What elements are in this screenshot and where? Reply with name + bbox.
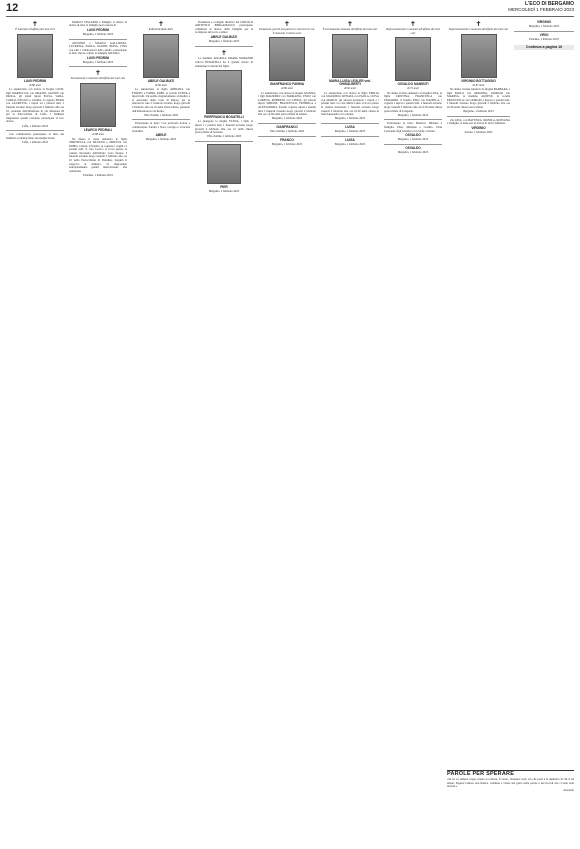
death-notice [6, 20, 64, 128]
deceased-photo [143, 34, 179, 78]
deceased-photo [332, 34, 368, 78]
column-8 [447, 20, 510, 765]
page-number: 12 [6, 2, 19, 14]
notice-lead: È serenamente mancata all'affetto dei suoi cari [322, 27, 378, 31]
notice-text: Lo annunciano con dolore la moglie GIUSI, figli MARIUCCIA con ORAZIO, GIANNI con PAOLA, gli amati nipoti ELISA, SARA, CARLO, NICOLÒ e GIADA, il cognato PIERO con LAURETTA, i nipoti ed i parenti tutti. I funerali avranno luogo giovedì 2 febbraio alle ore 10, partendo dall'abitazione in via Manzoni 29 per la Parrocchiale di Leffe. I familiari ringraziano quanti vorranno partecipare al loro dolore. [6, 87, 64, 124]
deceased-name: ABELE GALBIATI [210, 34, 238, 39]
cross-icon: ✝ [32, 20, 38, 28]
column-4 [195, 20, 253, 848]
notice-text: Con commozione partecipano al lutto dei familiari ed abbracciano sua moglie Giusi. [6, 132, 64, 140]
death-notice [384, 20, 442, 117]
notice-signature: Villa d'Almè, 1 febbraio 2023 [206, 134, 242, 139]
deceased-name: OSVALDO [405, 132, 421, 137]
divider [321, 136, 379, 137]
page-header [6, 2, 574, 17]
paper-name: L'ECO DI BERGAMO [525, 1, 574, 7]
notice-lead: Improvvisamente è mancato all'affetto dei suoi cari [385, 27, 441, 35]
notice-signature: Paladina, 1 febbraio 2023 [83, 172, 113, 177]
deceased-age: di 72 anni [407, 86, 419, 91]
notice-lead: Indimenticabile Abel. [148, 27, 174, 31]
death-notice [132, 20, 190, 117]
divider [132, 119, 190, 120]
column-5 [258, 20, 316, 848]
deceased-name: PIER [220, 184, 228, 189]
notice-signature: Bergamo, 1 febbraio 2023 [528, 24, 560, 29]
condolence-notice [258, 139, 316, 147]
cross-icon: ✝ [158, 20, 164, 28]
deceased-age: di 86 anni [281, 86, 293, 91]
notice-text: Ne danno il triste annuncio le figlie SERENELLA con SILVANO e ORIETTA con FABIO, i nipoti, il fratello, la cognata, i cugini e i parenti tutti. Il caro Learco si trova presso la camera mortuaria dell'Istituto Casa Serena. I funerali avranno luogo venerdì 3 febbraio alle ore 10 nella Parrocchiale di Paladina. Seguirà il trasporto al cimitero. Si ringraziano anticipatamente quanti interverranno alla cerimonia. [69, 136, 127, 173]
notice-quote: Pensatemi, perché poi passerò e tornerò tra voi. [259, 27, 315, 31]
divider [69, 39, 127, 40]
notice-text: La mamma ANGIOLA MARIA MORANDI vedova BOSATELLI ha il grande dolore di annunciare la morte del figlio [195, 56, 253, 68]
deceased-name: OSVALDO MANENTI [397, 82, 429, 87]
deceased-name: PIERFRANCO BOSATELLI [204, 115, 244, 120]
divider [6, 130, 64, 131]
condolence-notice [384, 122, 442, 141]
column-9 [514, 20, 574, 765]
divider [258, 123, 316, 124]
deceased-photo [17, 34, 53, 78]
cross-icon: ✝ [95, 69, 101, 78]
condolence-notice [69, 21, 127, 37]
notice-signature: Villa d'Almè, 1 febbraio 2023 [143, 112, 179, 117]
notice-signature: Bergamo, 1 febbraio 2023 [334, 142, 366, 147]
deceased-name: VIRGINIO BOTTAGISIO [461, 78, 496, 83]
death-notice [195, 49, 253, 139]
divider [69, 66, 127, 67]
divider [258, 136, 316, 137]
divider [384, 119, 442, 120]
notice-signature: Bergamo, 1 febbraio 2023 [334, 116, 366, 121]
deceased-name: VIRGINIO [471, 125, 486, 130]
column-2 [69, 20, 127, 848]
deceased-photo [395, 37, 431, 81]
notice-text: Partecipano al lutto: Con profondo dolore e commozione, Sandra e Nora. Giorgio e Concetta Girardini. [132, 121, 190, 133]
parole-text: «Se ne va sempre troppo presto. La morte, il vuoto, l'assenza: tutto ciò che resta è la memoria di chi ci ha amato. Eppure l'amore non finisce, continua a vivere nei gesti, nelle parole e nei ricordi che ci sono stati lasciati.» [447, 777, 574, 788]
notice-text: Lo annunciano con dolore la moglie GIANNA, i figli MAURIZIO con MARIAPIA, ENZO con LORENA, ROBERTO con CINZIA, gli adorati nipoti SIMONE, FRANCESCO, FEDERICA e ALESSANDRA, fratelli, cognati, nipoti e parenti tutti. I funerali avranno luogo giovedì 2 febbraio alle ore 14.30 nella parrocchiale di Alzano. [258, 90, 316, 117]
condolence-notice [384, 147, 442, 155]
deceased-name: GIANFRANCO FARINA [269, 82, 305, 87]
notice-signature: Bergamo, 1 febbraio 2023 [271, 142, 303, 147]
divider [195, 141, 253, 142]
notice-signature: Paladina, 1 febbraio 2023 [529, 37, 559, 42]
deceased-photo [80, 83, 116, 127]
notice-text: Lo annunciano con dolore le figlie EMILIA con MAURIZIO, RENATA con PAOLA, LUISA con MARCO, gli adorati pronipoti, i nipoti e i parenti tutti. La cara Maria Luisa si trova presso la camera mortuaria. I funerali avranno luogo venerdì 3 febbraio alle ore 10.30 nella chiesa di Sant'Alessandro in Colonna. [321, 90, 379, 117]
death-notice [447, 20, 510, 114]
divider [514, 31, 574, 32]
notice-signature: Bergamo, 1 febbraio 2023 [208, 189, 240, 194]
deceased-name: LEARCO PEDRALI [83, 128, 113, 132]
notice-text: Ne danno il triste annuncio la moglie LINA, le figlie CRISTINA, FRANCESCA con EDOARDO, il fratello EZIO con DANIELA, i cognati, i nipoti e parenti tutti. I funerali avranno luogo venerdì 3 febbraio alle ore 9.30 nella chiesa parrocchiale di Longuelo. [384, 90, 442, 113]
notice-lead: Improvvisamente è mancato all'affetto dei suoi cari [448, 27, 509, 31]
continua-link[interactable]: Continua a pagina 16 [514, 45, 574, 51]
column-1 [6, 20, 64, 848]
deceased-photo [206, 70, 242, 114]
notice-signature: Bergamo, 1 febbraio 2023 [82, 59, 114, 64]
notice-text: Lo piangono la moglie ELENA, i figli, le nipoti e i parenti tutti. I funerali avranno luogo giovedì 2 febbraio alle ore 15 nella chiesa parrocchiale di Sorisole. [195, 119, 253, 135]
notice-signature: Bergamo, 1 febbraio 2023 [334, 129, 366, 134]
notice-text: MARCO VISCARDI e famiglia si unisce al dolore di tutta la famiglia per la morte di [69, 20, 127, 28]
deceased-name: ABELE GALBIATI [147, 78, 175, 83]
death-notice [69, 69, 127, 177]
deceased-age: di 88 anni [92, 132, 104, 137]
notice-signature: Bergamo, 1 febbraio 2023 [397, 137, 429, 142]
deceased-name: VIRGINIO [536, 20, 552, 24]
condolence-notice [514, 34, 574, 42]
notice-signature: Bergamo, 1 febbraio 2023 [145, 137, 177, 142]
deceased-name: VIRGI [539, 32, 549, 37]
notice-signature: Leffe, 1 febbraio 2023 [22, 139, 48, 144]
notice-signature: Bergamo, 1 febbraio 2023 [397, 112, 429, 117]
notice-signature: Leffe, 1 febbraio 2023 [22, 123, 48, 128]
divider [384, 144, 442, 145]
condolence-notice [514, 21, 574, 29]
deceased-name: MARIA LUISA LEGLER ved. GHISALBERTI [329, 78, 371, 87]
notice-signature: Bergamo, 1 febbraio 2023 [208, 39, 240, 44]
notice-text: Partecipano al lutto: Beatrice, Michela e famiglia. Elisa, Marilena e Cosimo. Tilde Consonni, figli Gianluca con Stefy, Cristian. [384, 121, 442, 133]
cross-icon: ✝ [475, 20, 482, 28]
cross-icon: ✝ [221, 48, 227, 57]
deceased-age: di 90 anni [155, 82, 167, 87]
deceased-age: di 87 anni [472, 82, 485, 87]
cross-icon: ✝ [347, 20, 353, 28]
notice-signature: Bergamo, 1 febbraio 2023 [271, 116, 303, 121]
condolence-notice [321, 126, 379, 134]
notice-signature: Bergamo, 1 febbraio 2023 [397, 150, 429, 155]
deceased-name: LUISA [345, 137, 355, 142]
parole-title: PAROLE PER SPERARE [447, 771, 515, 777]
death-notice [258, 20, 316, 121]
divider [447, 116, 510, 117]
divider [195, 46, 253, 47]
notice-text: Lo annunciano la figlia ADRIANA con FILIPPO e FABIO, ROBI, la sorella ELENA e nipoti tutti. Un sentito ringraziamento al medico e al personale della Casa di Riposo per le amorevoli cure. I funerali avranno luogo giovedì 2 febbraio alle ore 10 nella Parrocchiale, partendo dall'abitazione in via Roma. [132, 87, 190, 113]
column-3 [132, 20, 190, 848]
notice-lead: È mancato il nostro caro [272, 30, 302, 35]
notice-lead: Serenamente è mancato all'affetto dei suoi cari [70, 76, 126, 81]
cross-icon: ✝ [410, 20, 416, 28]
condolence-notice [258, 126, 316, 134]
parole-signature: Anonimo [563, 787, 574, 792]
deceased-name: LUIGI PEDRINI [23, 78, 47, 83]
deceased-name: LUISA [345, 124, 355, 129]
notice-signature: Seriate, 1 febbraio 2023 [464, 130, 493, 135]
notice-text: Presidente e consiglio direttivo del CIRCOLO ARTISTICO BERGAMASCO partecipano commossi al dolore della famiglia per la scomparsa del socio e amico [195, 20, 253, 35]
condolence-notice [195, 144, 253, 194]
notice-signature: Bergamo, 1 febbraio 2023 [82, 32, 114, 37]
deceased-photo [269, 37, 305, 81]
notice-lead: È mancato all'affetto dei suoi cari [15, 27, 55, 31]
deceased-name: GIANFRANCO [276, 124, 298, 129]
deceased-photo [461, 34, 497, 78]
deceased-name: FRANCO [280, 137, 294, 142]
deceased-age: di 92 anni [344, 86, 356, 91]
deceased-name: OSVALDO [405, 145, 421, 150]
cross-icon: ✝ [284, 20, 290, 28]
notice-text: Zia LINA, con BATTISTA, MONICA, ROSSANA e famiglia, si uniscono al dolore di tutti i familiari. [447, 117, 510, 126]
notice-signature: Villa d'Almè, 1 febbraio 2023 [269, 129, 305, 134]
issue-date: MERCOLEDÌ 1 FEBBRAIO 2023 [508, 7, 574, 12]
condolence-notice [447, 119, 510, 135]
condolence-notice [132, 122, 190, 141]
deceased-name: LUIGI PEDRINI [86, 27, 110, 32]
divider [321, 123, 379, 124]
condolence-notice [69, 42, 127, 65]
deceased-name: LUIGI PEDRINI [86, 55, 110, 60]
notice-text: Ne danno il triste annuncio la moglie BARBARA, i figli PAOLO con ARIANNA, GIORGIO con MARINA, la mamma AGNESE, la sorella FRANCESCA con GIORGIO, i nipoti e i parenti tutti. I funerali avranno luogo giovedì 2 febbraio alle ore 10.30 nella chiesa parrocchiale. [447, 87, 510, 109]
parole-per-sperare-box [447, 770, 574, 827]
deceased-name: ABELE [155, 132, 167, 137]
condolence-notice [321, 139, 379, 147]
notice-signature: Bergamo, 1 febbraio 2023 [463, 109, 494, 114]
deceased-photo [207, 144, 241, 184]
notice-text: ANTONIO e MARCO GALLIZIOLI, LUCREZIA, PAOLA, GIANNI, BONA, CINA con tutti i collaboratori dello studio, partecipano al lutto che ha colpito la famiglia dell'amico [69, 40, 127, 56]
column-7 [384, 20, 442, 848]
deceased-age: di 86 anni [29, 82, 41, 87]
condolence-notice [195, 21, 253, 44]
column-6 [321, 20, 379, 848]
masthead [508, 2, 574, 12]
condolence-notice [6, 133, 64, 144]
death-notice [321, 20, 379, 121]
